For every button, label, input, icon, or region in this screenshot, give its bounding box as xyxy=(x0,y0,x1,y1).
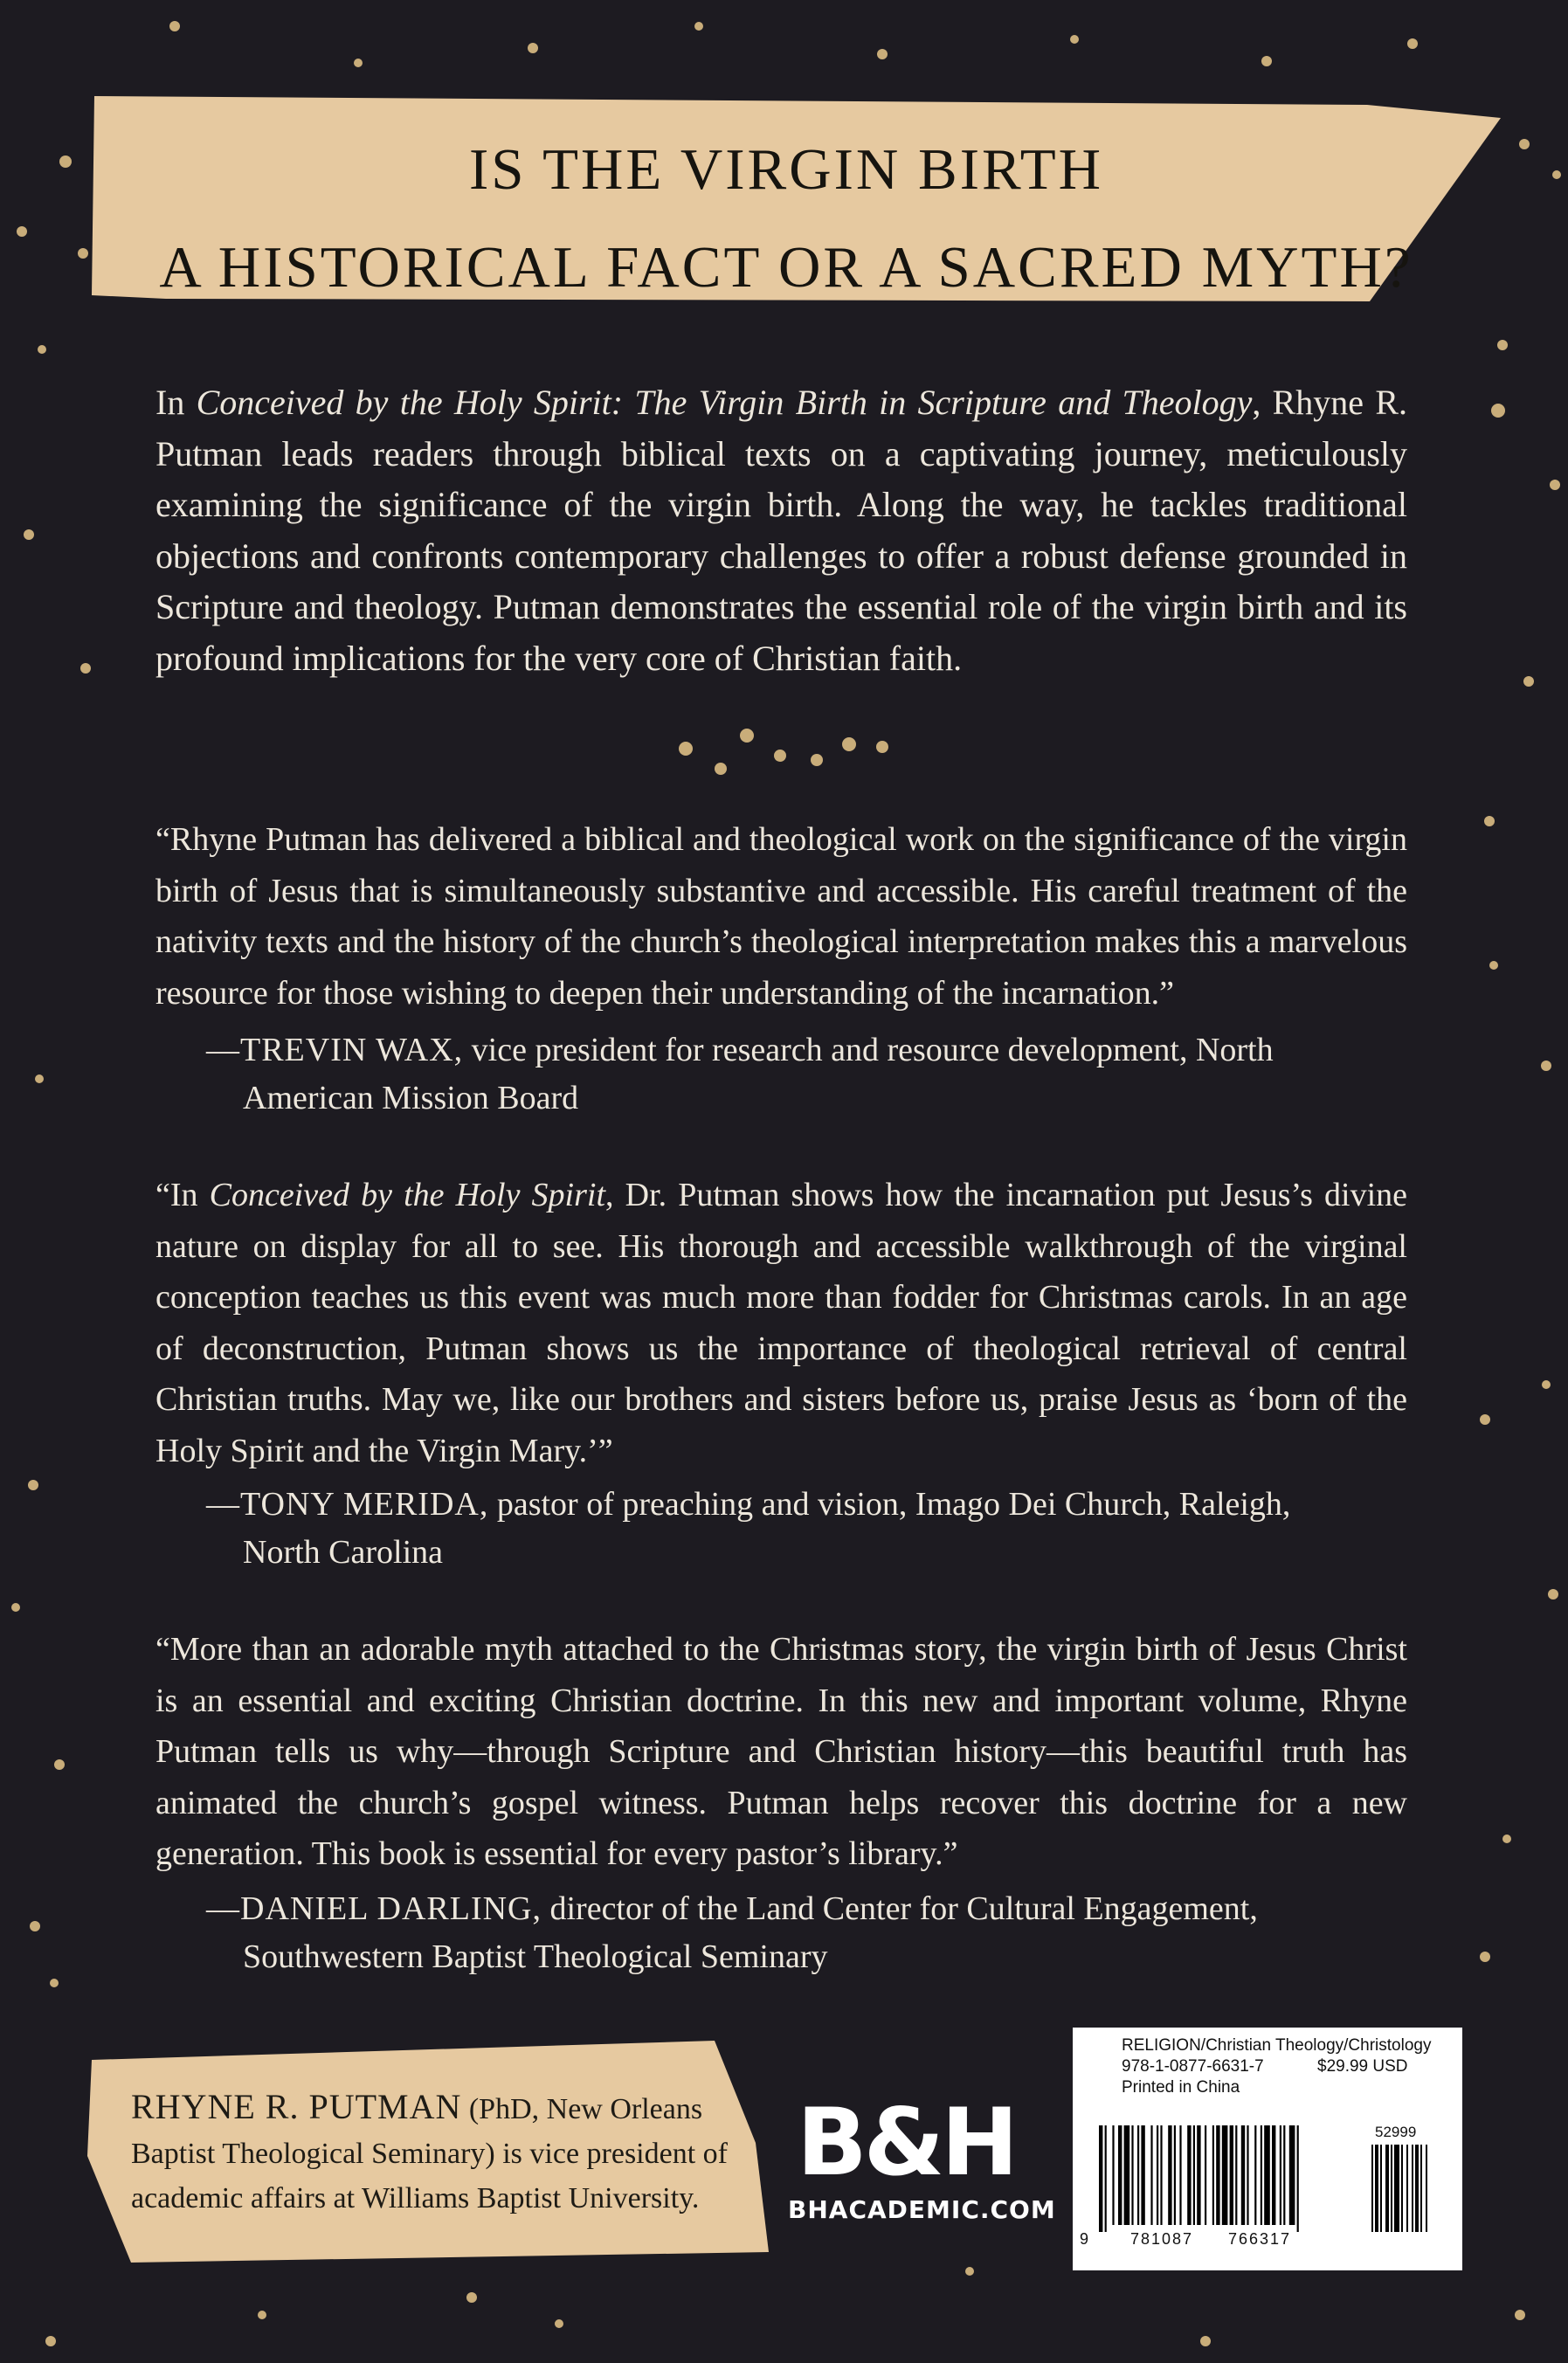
barcode-bar xyxy=(1247,2125,1248,2225)
headline-line-1: IS THE VIRGIN BIRTH xyxy=(468,137,1104,202)
barcode-bar xyxy=(1150,2125,1152,2225)
barcode-bar xyxy=(1230,2125,1233,2225)
barcode-bar xyxy=(1297,2125,1299,2232)
barcode-price: $29.99 USD xyxy=(1317,2057,1408,2076)
barcode-bar xyxy=(1174,2125,1176,2225)
barcode-addon-bar xyxy=(1394,2145,1399,2232)
publisher-logo xyxy=(788,2089,1056,2236)
barcode-addon-bar xyxy=(1401,2145,1403,2232)
barcode-digit-first: 9 xyxy=(1080,2230,1089,2248)
endorser-role-1: vice president for research and resource development, North American Mission Board xyxy=(243,1032,1274,1116)
endorsement-quote-3: “More than an adorable myth attached to the Christmas story, the virgin birth of Jesus Christ is an essential and exciting Christian doctrine. In this new and important volume, Rhyne Putman tells us why—through Scripture and Christian history—this beautiful truth has animated the church’s gospel witness. Putman helps recover this doctrine for a new generation. This book is essential for every pastor’s library.” xyxy=(155,1631,1407,1872)
barcode-bar xyxy=(1105,2125,1107,2232)
endorsement-quote-2-lead: “In xyxy=(155,1177,210,1213)
barcode-bar xyxy=(1212,2125,1214,2225)
endorser-name-1: —TREVIN WAX, xyxy=(206,1032,464,1068)
barcode-addon-bar xyxy=(1415,2145,1419,2232)
barcode-bar xyxy=(1261,2125,1262,2225)
barcode-bar xyxy=(1099,2125,1102,2232)
barcode-addon-bar xyxy=(1406,2145,1408,2232)
endorsement-attribution-1 xyxy=(206,1026,1342,1123)
barcode-category: RELIGION/Christian Theology/Christology xyxy=(1122,2036,1432,2055)
barcode-bar xyxy=(1160,2125,1162,2225)
barcode-bar xyxy=(1216,2125,1219,2225)
barcode-bar xyxy=(1197,2125,1200,2225)
barcode-bar xyxy=(1235,2125,1237,2225)
barcode-addon-bar xyxy=(1412,2145,1413,2232)
endorsement-quote-1: “Rhyne Putman has delivered a biblical and theological work on the significance of the virgin birth of Jesus that is simultaneously substantive and accessible. His careful treatment of the nativity texts and the history of the church’s theological interpretation makes this a marvelous resource for those wishing to deepen their understanding of the incarnation.” xyxy=(155,821,1407,1012)
barcode-bar xyxy=(1112,2125,1114,2225)
intro-book-title: Conceived by the Holy Spirit: The Virgin Birth in Scripture and Theology xyxy=(196,383,1253,422)
barcode-bar xyxy=(1241,2125,1245,2225)
barcode-bar xyxy=(1280,2125,1281,2225)
endorsement-quote-2 xyxy=(155,1170,1407,1476)
barcode-addon-bar xyxy=(1391,2145,1392,2232)
barcode-bar xyxy=(1205,2125,1206,2225)
barcode-bars xyxy=(1099,2125,1448,2232)
barcode-bar xyxy=(1272,2125,1275,2225)
barcode-bar xyxy=(1124,2125,1130,2225)
endorser-name-2: —TONY MERIDA, xyxy=(206,1486,489,1523)
barcode-addon-bar xyxy=(1426,2145,1427,2232)
intro-paragraph xyxy=(155,377,1407,684)
barcode-addon-bar xyxy=(1380,2145,1382,2232)
barcode-bar xyxy=(1254,2125,1256,2225)
author-bio xyxy=(131,2084,743,2221)
barcode-addon-bar xyxy=(1371,2145,1373,2232)
endorser-role-3: director of the Land Center for Cultural Engagement, Southwestern Baptist Theological Seminary xyxy=(243,1890,1258,1975)
endorser-name-3: —DANIEL DARLING, xyxy=(206,1890,542,1927)
barcode-bar xyxy=(1131,2125,1133,2225)
barcode-bar xyxy=(1137,2125,1139,2225)
endorsement-quote-2-body: , Dr. Putman shows how the incarnation put Jesus’s divine nature on display for all to see. His thorough and accessible walkthrough of the virginal conception teaches us this event was much more than fodder for Christmas carols. In an age of deconstruction, Putman shows us the importance of theological retrieval of central Christian truths. May we, like our brothers and sisters before us, praise Jesus as ‘born of the Holy Spirit and the Virgin Mary.’” xyxy=(155,1177,1407,1469)
publisher-logo-mark: B&H xyxy=(797,2089,1015,2196)
barcode-bar xyxy=(1222,2125,1228,2225)
barcode-bar xyxy=(1283,2125,1285,2225)
barcode-bar xyxy=(1168,2125,1171,2225)
barcode-bar xyxy=(1289,2125,1295,2225)
barcode-digits-left: 781087 xyxy=(1130,2230,1194,2248)
barcode-bar xyxy=(1264,2125,1270,2225)
barcode-addon-code: 52999 xyxy=(1375,2124,1417,2140)
barcode-isbn: 978-1-0877-6631-7 xyxy=(1122,2057,1264,2076)
barcode-bar xyxy=(1187,2125,1191,2225)
barcode-addon-bar xyxy=(1375,2145,1378,2232)
endorsement-attribution-3 xyxy=(206,1885,1342,1981)
author-description: (PhD, New Orleans Baptist Theological Seminary) is vice president of academic affairs at Williams Baptist University. xyxy=(131,2093,728,2214)
author-name: RHYNE R. PUTMAN xyxy=(131,2087,462,2126)
endorsement-quote-2-title: Conceived by the Holy Spirit xyxy=(209,1177,606,1213)
headline xyxy=(114,121,1459,316)
intro-lead: In xyxy=(155,383,185,422)
barcode-digits-right: 766317 xyxy=(1228,2230,1292,2248)
barcode-printed-in: Printed in China xyxy=(1122,2078,1240,2097)
publisher-url: BHACADEMIC.COM xyxy=(788,2195,1056,2224)
endorsement-attribution-2 xyxy=(206,1481,1342,1577)
barcode-bar xyxy=(1179,2125,1181,2225)
barcode-panel xyxy=(1073,2028,1462,2270)
barcode-bar xyxy=(1157,2125,1158,2225)
barcode-bar xyxy=(1141,2125,1144,2225)
headline-line-2: A HISTORICAL FACT OR A SACRED MYTH? xyxy=(159,235,1413,300)
barcode-addon-bar xyxy=(1420,2145,1422,2232)
barcode-bar xyxy=(1193,2125,1195,2225)
endorser-role-2: pastor of preaching and vision, Imago Dei Church, Raleigh, North Carolina xyxy=(243,1486,1291,1571)
barcode-bar xyxy=(1118,2125,1122,2225)
intro-body: , Rhyne R. Putman leads readers through biblical texts on a captivating journey, meticulously examining the significance of the virgin birth. Along the way, he tackles traditional objections and confronts contemporary challenges to offer a robust defense grounded in Scripture and theology. Putman demonstrates the essential role of the virgin birth and its profound implications for the very core of Christian faith. xyxy=(155,383,1407,678)
barcode-addon-bar xyxy=(1385,2145,1389,2232)
